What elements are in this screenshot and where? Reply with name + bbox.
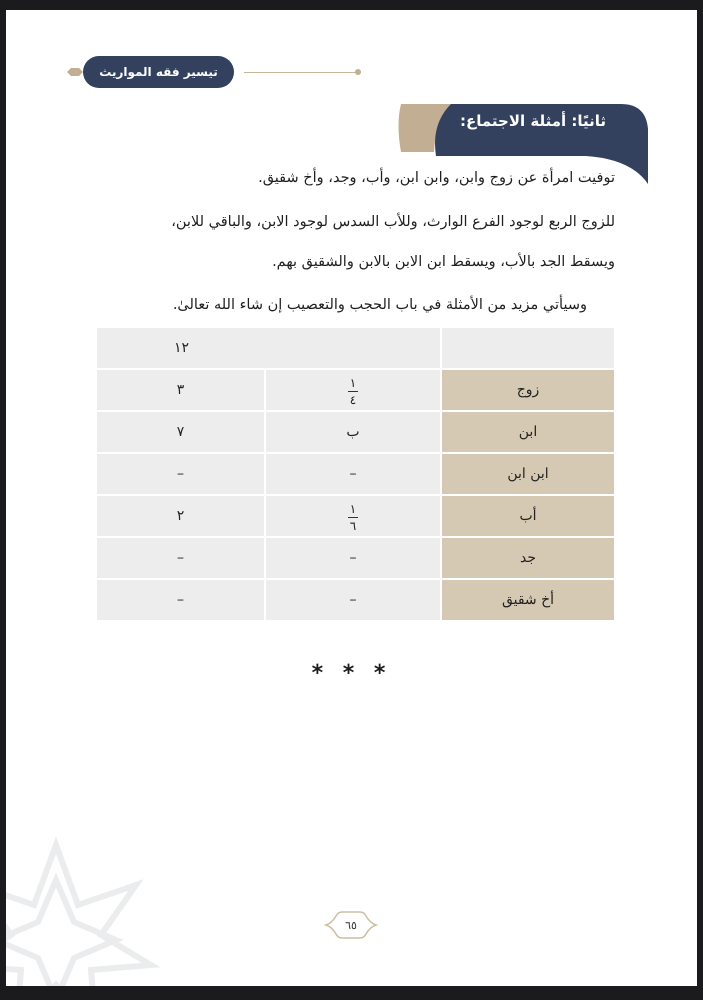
base-cell-empty [441,327,615,369]
share-cell: – [265,579,441,621]
portion-cell: – [96,453,265,495]
table-row [96,537,615,579]
explanation-line-1: للزوج الربع لوجود الفرع الوارث، وللأب السدس لوجود الابن، والباقي للابن، [171,214,615,230]
portion-cell: ٢ [96,495,265,537]
share-cell: – [265,453,441,495]
header-ornament-icon [67,67,83,77]
share-cell: ب [265,411,441,453]
header-dot-icon [355,69,361,75]
table-row [96,411,615,453]
page-number-badge [324,910,378,940]
running-header [6,56,697,88]
book-title-badge [83,56,234,88]
table-row [96,453,615,495]
geometric-ornament-icon [6,830,166,986]
heir-cell: جد [441,537,615,579]
heir-cell: ابن ابن [441,453,615,495]
portion-cell: ٧ [96,411,265,453]
heir-cell: ابن [441,411,615,453]
base-cell [96,327,441,369]
heir-cell: زوج [441,369,615,411]
page-number: ٦٥ [345,918,357,932]
fraction: $\frac{١}{٤}$ [349,375,357,407]
base-value: ١٢ [173,340,190,356]
heir-cell: أخ شقيق [441,579,615,621]
section-title: ثانيًا: أمثلة الاجتماع: [459,112,606,130]
explanation-paragraph [171,202,615,282]
table-row [96,369,615,411]
portion-cell: ٣ [96,369,265,411]
base-row [96,327,615,369]
fraction: $\frac{١}{٦}$ [349,501,357,533]
portion-cell: – [96,537,265,579]
explanation-line-2: ويسقط الجد بالأب، ويسقط ابن الابن بالابن والشقيق بهم. [272,254,615,270]
share-cell: – [265,537,441,579]
book-page [6,10,697,986]
portion-cell: – [96,579,265,621]
inheritance-table [95,326,616,622]
book-title: تيسير فقه المواريث [99,65,218,79]
header-rule [244,72,356,73]
table-row [96,495,615,537]
note-paragraph: وسيأتي مزيد من الأمثلة في باب الحجب والتعصيب إن شاء الله تعالىٰ. [172,297,587,313]
section-separator: * * * [311,661,392,686]
share-cell [265,369,441,411]
case-statement: توفيت امرأة عن زوج وابن، وابن ابن، وأب، وجد، وأخ شقيق. [258,170,615,186]
heir-cell: أب [441,495,615,537]
share-cell [265,495,441,537]
table-row [96,579,615,621]
